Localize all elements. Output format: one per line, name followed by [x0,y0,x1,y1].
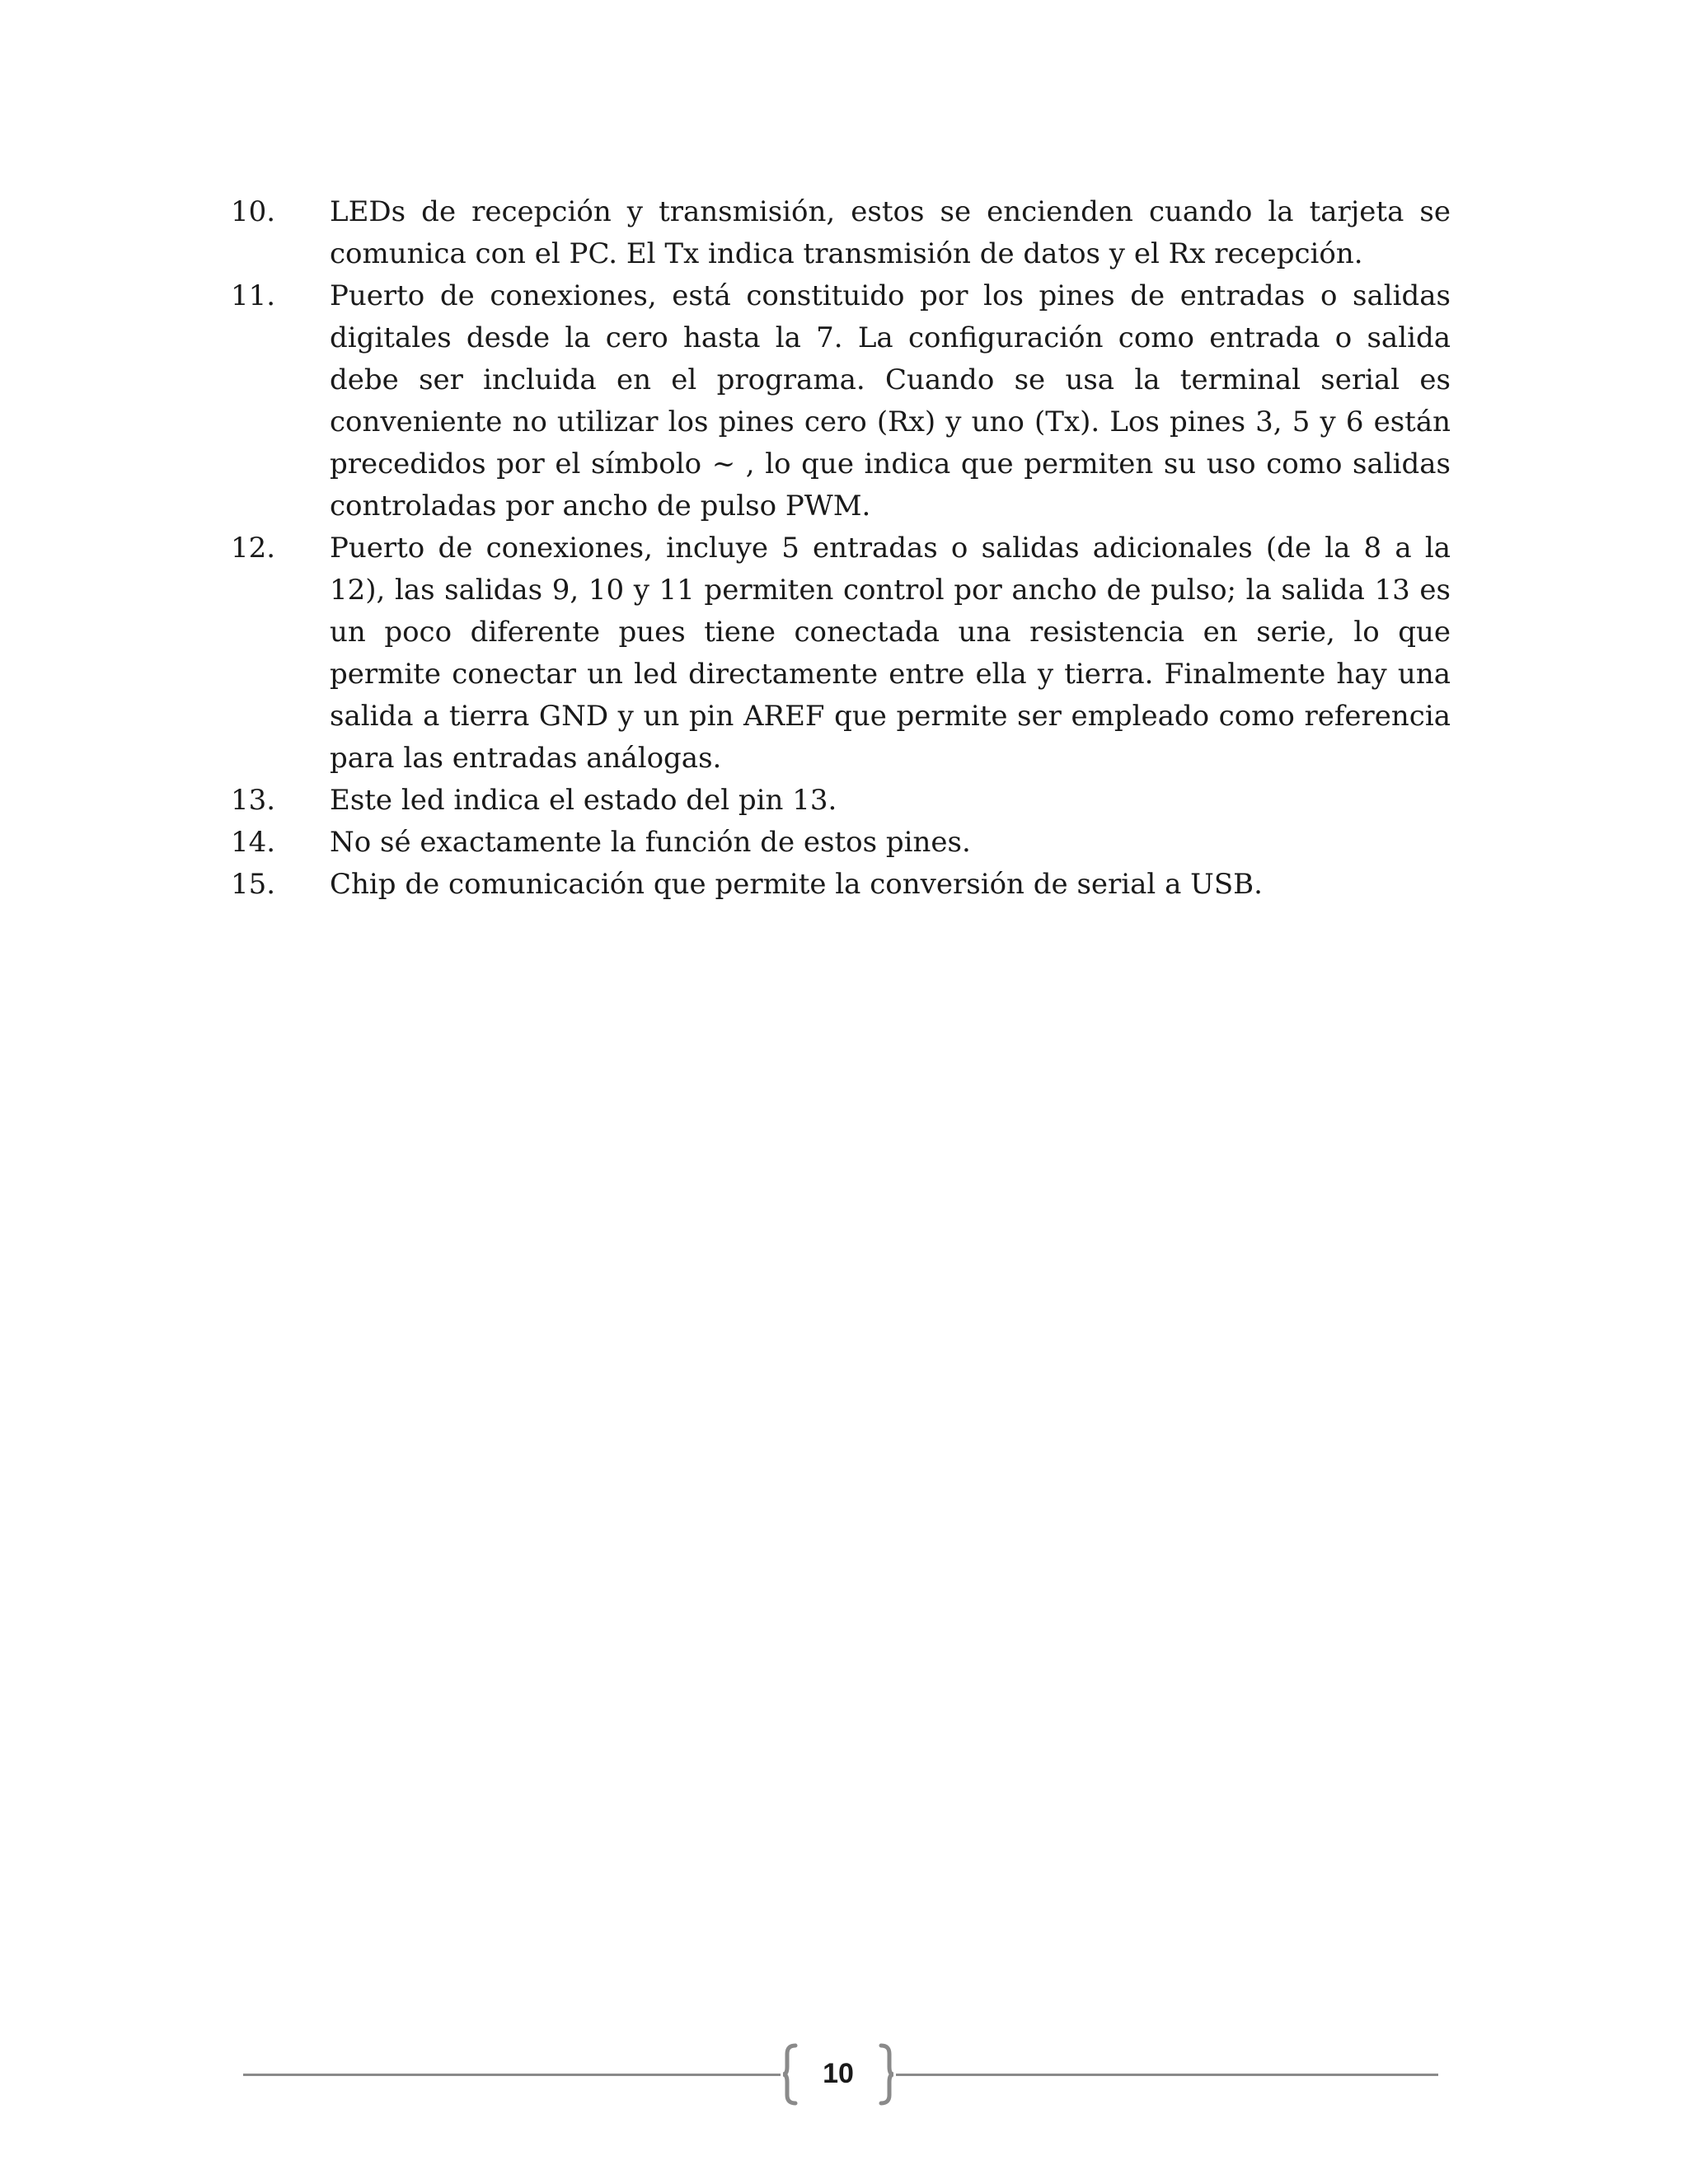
list-item-number: 12. [231,532,276,565]
list-item [231,780,1451,822]
page-number: 10 [823,2058,854,2089]
list-item-number: 14. [231,826,276,859]
list-item-number: 10. [231,195,276,228]
list-item-number: 11. [231,279,276,312]
document-body [231,191,1451,906]
list-item-number: 13. [231,784,276,817]
numbered-list [231,191,1451,906]
list-item-text: Chip de comunicación que permite la conversión de serial a USB. [330,868,1263,901]
list-item-text: Puerto de conexiones, está constituido por los pines de entradas o salidas digitales desde la cero hasta la 7. La configuración como entrada o salida debe ser incluida en el programa. Cuando se usa la terminal serial es conveniente no utilizar los pines cero (Rx) y uno (Tx). Los pines 3, 5 y 6 están precedidos por el símbolo ~ , lo que indica que permiten su uso como salidas controladas por ancho de pulso PWM. [330,279,1451,523]
list-item [231,864,1451,906]
list-item-text: LEDs de recepción y transmisión, estos se encienden cuando la tarjeta se comunica con el PC. El Tx indica transmisión de datos y el Rx recepción. [330,195,1451,270]
list-item-text: Este led indica el estado del pin 13. [330,784,837,817]
list-item [231,822,1451,864]
page-footer [243,2042,1438,2108]
left-brace-icon [781,2042,799,2107]
footer-rule-left [243,2074,781,2076]
list-item-text: No sé exactamente la función de estos pines. [330,826,971,859]
list-item [231,527,1451,780]
footer-rule-right [896,2074,1438,2076]
right-brace-icon [878,2042,896,2107]
list-item [231,275,1451,527]
list-item [231,191,1451,275]
list-item-number: 15. [231,868,276,901]
list-item-text: Puerto de conexiones, incluye 5 entradas o salidas adicionales (de la 8 a la 12), las salidas 9, 10 y 11 permiten control por ancho de pulso; la salida 13 es un poco diferente pues tiene conectada una resistencia en serie, lo que permite conectar un led directamente entre ella y tierra. Finalmente hay una salida a tierra GND y un pin AREF que permite ser empleado como referencia para las entradas análogas. [330,532,1451,775]
